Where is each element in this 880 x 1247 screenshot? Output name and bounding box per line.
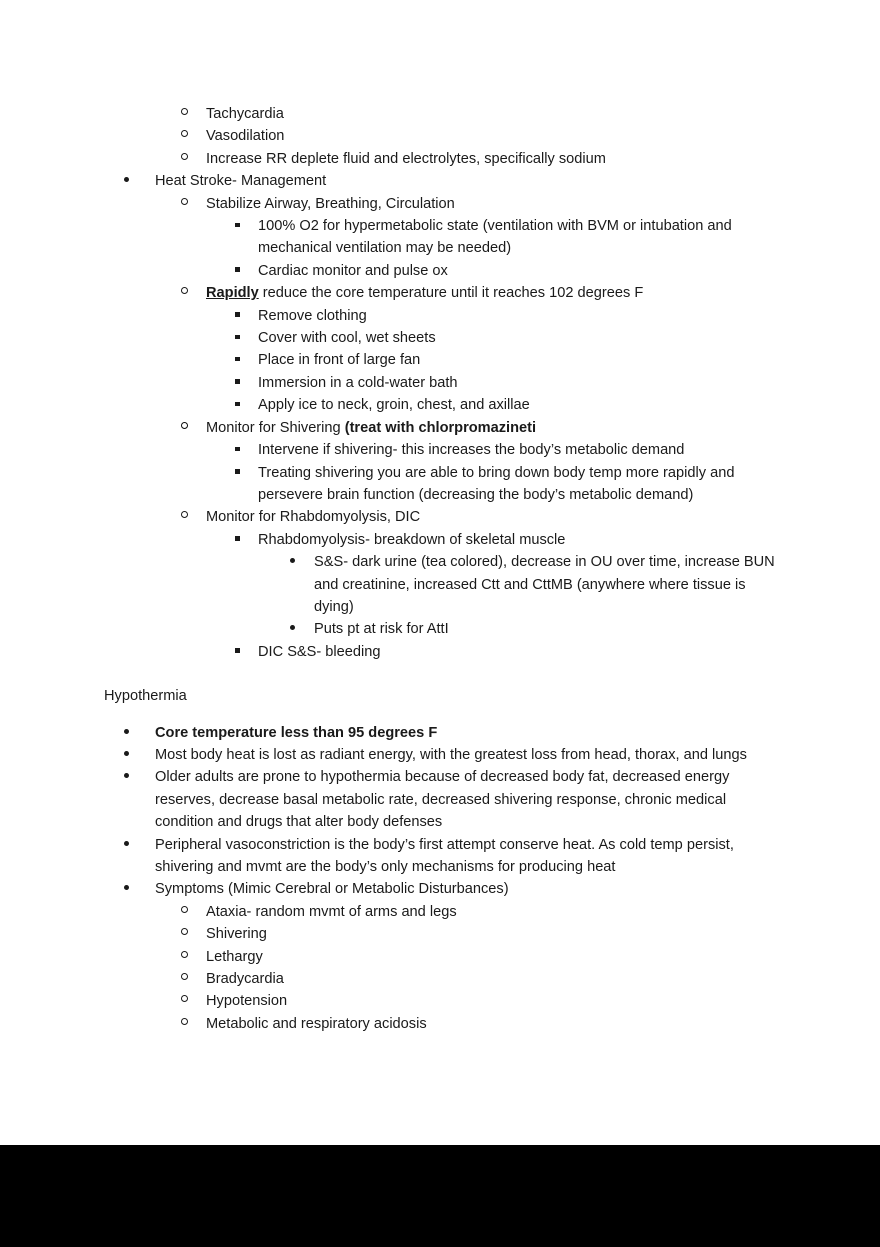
list-item [0,125,880,147]
list-item-text: Older adults are prone to hypothermia because of decreased body fat, decreased energy reserves, decrease basal metabolic rate, decreased shivering response, chronic medical condition and drugs that alter body defenses [155,769,730,831]
list-item-text: Cardiac monitor and pulse ox [258,262,448,279]
list-item [0,327,880,349]
bullet-circle-icon [181,990,206,1012]
bullet-circle-icon [181,923,206,945]
section-spacer [0,663,880,685]
bullet-disc-icon [290,618,314,640]
list-item-text: DIC S&S- bleeding [258,643,381,660]
list-item [0,372,880,394]
bullet-disc-icon [124,744,155,766]
list-item-text: 100% O2 for hypermetabolic state (ventilation with BVM or intubation and mechanical ventilation may be needed) [258,218,732,257]
list-item-text: Place in front of large fan [258,352,421,369]
list-item-monitor-shivering [0,417,880,439]
list-item-text: Cover with cool, wet sheets [258,330,436,347]
bullet-square-icon [235,439,258,461]
list-item-heat-stroke-management [0,170,880,192]
list-item [0,990,880,1012]
bullet-square-icon [235,260,258,282]
bullet-circle-icon [181,417,206,439]
bullet-square-icon [235,305,258,327]
list-item-text: Vasodilation [206,128,285,145]
list-item-text: Heat Stroke- Management [155,173,327,190]
emphasis-chlorpromazine: (treat with chlorpromazineti [344,419,537,436]
list-item-text [206,282,781,304]
list-item-text: Stabilize Airway, Breathing, Circulation [206,195,455,212]
list-item-text [206,417,781,439]
list-item [0,834,880,879]
list-item-text: Core temperature less than 95 degrees F [155,724,438,741]
list-item [0,394,880,416]
bullet-circle-icon [181,1013,206,1035]
list-item-text: Symptoms (Mimic Cerebral or Metabolic Disturbances) [155,881,509,898]
bullet-square-icon [235,641,258,663]
list-item [0,103,880,125]
list-item-text: Intervene if shivering- this increases the body’s metabolic demand [258,442,685,459]
bullet-circle-icon [181,125,206,147]
list-item [0,766,880,833]
list-item-text: Hypotension [206,993,288,1010]
bullet-circle-icon [181,282,206,304]
section-spacer [0,708,880,722]
list-item-symptoms [0,878,880,900]
list-item-text: Rhabdomyolysis- breakdown of skeletal muscle [258,531,566,548]
list-item [0,551,880,618]
bullet-circle-icon [181,946,206,968]
list-item-text: Lethargy [206,948,263,965]
list-item [0,901,880,923]
list-item [0,529,880,551]
bullet-square-icon [235,394,258,416]
list-item-text: Bradycardia [206,971,284,988]
bullet-square-icon [235,327,258,349]
bullet-square-icon [235,215,258,237]
list-item-core-temperature [0,722,880,744]
bullet-circle-icon [181,901,206,923]
bullet-square-icon [235,349,258,371]
list-item-text: Most body heat is lost as radiant energy, with the greatest loss from head, thorax, and lungs [155,746,747,763]
bullet-disc-icon [124,878,155,900]
list-item [0,618,880,640]
heading-hypothermia: Hypothermia [104,688,187,705]
emphasis-rapidly: Rapidly [206,285,259,302]
bullet-circle-icon [181,193,206,215]
bullet-square-icon [235,462,258,484]
list-item [0,215,880,260]
list-item [0,148,880,170]
list-item-text: S&S- dark urine (tea colored), decrease in OU over time, increase BUN and creatinine, increased Ctt and CttMB (anywhere where tissue is dying) [314,554,775,615]
list-item-text: Treating shivering you are able to bring down body temp more rapidly and persevere brain function (decreasing the body’s metabolic demand) [258,464,735,503]
list-item [0,305,880,327]
list-item [0,349,880,371]
bullet-circle-icon [181,968,206,990]
list-item-monitor-rhabdomyolysis [0,506,880,528]
list-item-text: Immersion in a cold-water bath [258,374,458,391]
bullet-circle-icon [181,103,206,125]
bullet-circle-icon [181,148,206,170]
list-item-text: Increase RR deplete fluid and electrolytes, specifically sodium [206,150,606,167]
list-item-text: Puts pt at risk for AttI [314,621,449,638]
list-item-dic [0,641,880,663]
footer-black-band [0,1145,880,1247]
list-item-text: Shivering [206,926,267,943]
list-item-text: Ataxia- random mvmt of arms and legs [206,903,457,920]
list-item [0,462,880,507]
bullet-disc-icon [124,722,155,744]
list-item-text-plain: Monitor for Shivering [206,419,345,436]
list-item [0,744,880,766]
bullet-disc-icon [124,766,155,788]
list-item-text: Apply ice to neck, groin, chest, and axillae [258,397,530,414]
list-item-text: Metabolic and respiratory acidosis [206,1015,427,1032]
list-item [0,260,880,282]
list-item-text: Monitor for Rhabdomyolysis, DIC [206,509,421,526]
list-item-text: Remove clothing [258,307,367,324]
bullet-square-icon [235,529,258,551]
list-item [0,946,880,968]
list-item [0,968,880,990]
list-item [0,1013,880,1035]
bullet-disc-icon [290,551,314,573]
list-item-stabilize [0,193,880,215]
bullet-disc-icon [124,834,155,856]
list-item [0,923,880,945]
list-item [0,439,880,461]
list-item-text-rest: reduce the core temperature until it reaches 102 degrees F [258,285,644,302]
bullet-disc-icon [124,170,155,192]
list-item-rapidly-reduce [0,282,880,304]
bullet-square-icon [235,372,258,394]
bullet-circle-icon [181,506,206,528]
list-item-text: Tachycardia [206,106,284,122]
list-item-text: Peripheral vasoconstriction is the body’s first attempt conserve heat. As cold temp persist, shivering and mvmt are the body’s only mechanisms for producing heat [155,836,734,875]
